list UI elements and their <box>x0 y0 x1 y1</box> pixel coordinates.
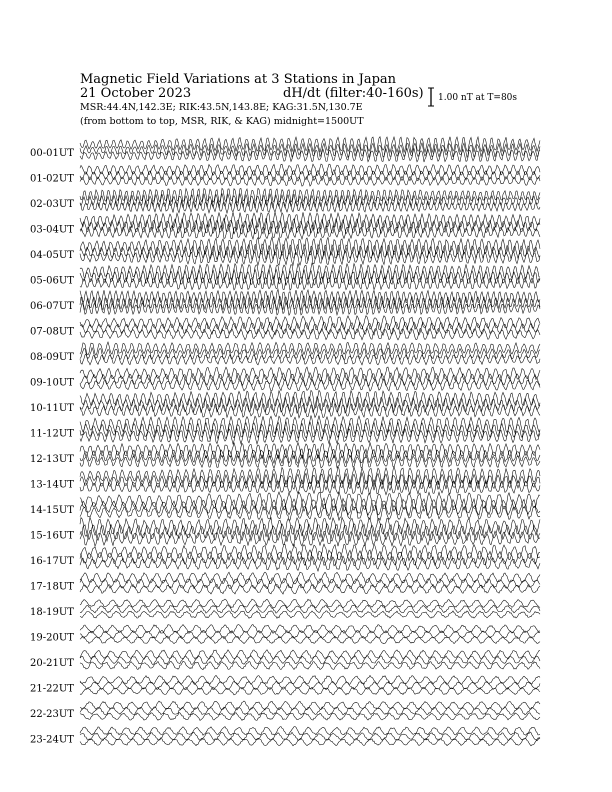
hour-row <box>30 625 540 644</box>
trace-msr <box>80 149 540 162</box>
hour-row <box>30 316 540 340</box>
hour-label: 09-10UT <box>30 377 74 389</box>
hour-label: 15-16UT <box>30 530 74 542</box>
chart-date: 21 October 2023 <box>80 86 192 101</box>
trace-rik <box>80 707 540 715</box>
hour-row <box>30 188 540 213</box>
hour-row <box>30 263 540 290</box>
hour-row <box>30 367 540 391</box>
trace-rik <box>80 348 540 360</box>
hour-label: 19-20UT <box>30 632 74 644</box>
hour-row <box>30 289 540 315</box>
trace-msr <box>80 302 540 315</box>
hour-label: 21-22UT <box>30 683 74 695</box>
hour-label: 14-15UT <box>30 505 74 516</box>
trace-rik <box>80 681 540 689</box>
trace-kag <box>80 263 540 280</box>
hour-label: 01-02UT <box>30 173 74 185</box>
chart-title: Magnetic Field Variations at 3 Stations in Japan <box>80 72 397 87</box>
trace-rik <box>80 498 540 516</box>
trace-msr <box>80 276 540 290</box>
hour-label: 10-11UT <box>30 403 74 414</box>
trace-rik <box>80 269 540 285</box>
hour-row <box>30 675 540 695</box>
trace-msr <box>80 738 540 746</box>
hour-label: 03-04UT <box>30 224 74 236</box>
hour-label: 17-18UT <box>30 581 74 593</box>
hour-row <box>30 650 540 670</box>
chart-quantity: dH/dt (filter:40-160s) <box>283 86 424 101</box>
trace-kag <box>80 544 540 562</box>
trace-rik <box>80 550 540 566</box>
trace-rik <box>80 143 540 158</box>
trace-rik <box>80 322 540 335</box>
trace-msr <box>80 661 540 669</box>
hour-row <box>30 572 540 594</box>
hour-row <box>30 727 540 746</box>
hour-row <box>30 212 540 239</box>
hour-label: 20-21UT <box>30 658 74 669</box>
trace-rik <box>80 449 540 464</box>
hour-row <box>30 701 540 720</box>
trace-rik <box>80 218 540 234</box>
hour-label: 22-23UT <box>30 709 74 720</box>
hour-label: 06-07UT <box>30 301 74 312</box>
trace-kag <box>80 491 540 511</box>
hour-label: 00-01UT <box>30 148 74 159</box>
hour-row <box>30 137 540 162</box>
trace-kag <box>80 572 540 584</box>
hour-row <box>30 342 540 365</box>
hour-label: 02-03UT <box>30 199 74 210</box>
hour-row <box>30 599 540 618</box>
hour-row <box>30 491 540 520</box>
hour-label: 05-06UT <box>30 275 74 287</box>
hour-label: 16-17UT <box>30 556 74 567</box>
trace-msr <box>80 379 540 391</box>
trace-msr <box>80 584 540 594</box>
trace-kag <box>80 701 540 710</box>
trace-kag <box>80 443 540 459</box>
trace-msr <box>80 200 540 213</box>
trace-kag <box>80 727 540 736</box>
station-coordinates: MSR:44.4N,142.3E; RIK:43.5N,143.8E; KAG:31.5N,130.7E <box>80 102 363 113</box>
hour-label: 11-12UT <box>30 428 74 440</box>
scale-bar <box>428 88 434 106</box>
hour-label: 04-05UT <box>30 250 74 261</box>
hour-row <box>30 415 540 444</box>
hour-label: 13-14UT <box>30 479 74 491</box>
trace-kag <box>80 650 540 659</box>
hour-row <box>30 237 540 265</box>
hour-label: 23-24UT <box>30 734 74 746</box>
trace-msr <box>80 176 540 186</box>
hour-row <box>30 390 540 418</box>
hour-row <box>30 544 540 571</box>
hour-label: 07-08UT <box>30 326 74 338</box>
hour-label: 12-13UT <box>30 454 74 465</box>
trace-kag <box>80 316 540 330</box>
trace-order-note: (from bottom to top, MSR, RIK, & KAG) midnight=1500UT <box>80 116 364 127</box>
hour-row <box>30 164 540 186</box>
trace-msr <box>80 428 540 444</box>
hour-label: 08-09UT <box>30 352 74 363</box>
trace-msr <box>80 403 540 418</box>
trace-kag <box>80 367 540 381</box>
hour-row <box>30 443 540 468</box>
scale-label: 1.00 nT at T=80s <box>438 93 518 103</box>
hour-label: 18-19UT <box>30 607 74 618</box>
hour-row <box>30 517 540 546</box>
hour-row <box>30 467 540 495</box>
